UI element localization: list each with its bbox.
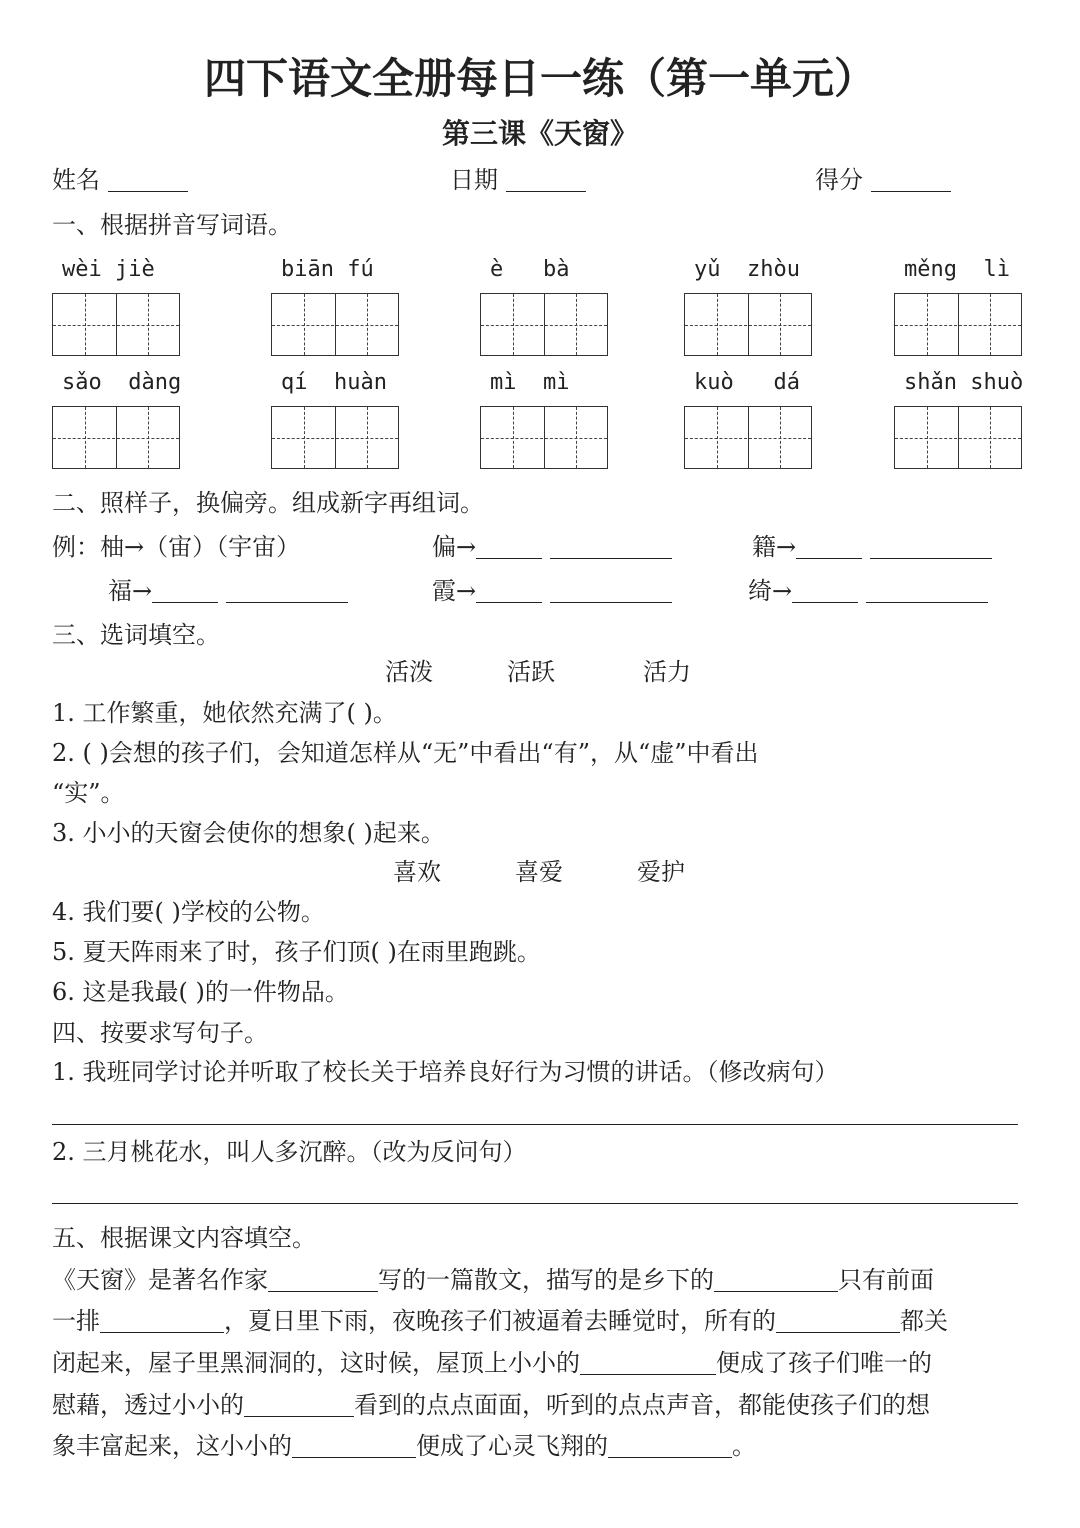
section1-heading: 一、根据拼音写词语。: [52, 211, 292, 239]
item-pian: [432, 535, 672, 559]
pinyin-label: měng lì: [904, 257, 1010, 282]
blank[interactable]: [714, 1269, 838, 1292]
word-option: 爱护: [637, 858, 685, 886]
text: 看到的点点面面，听到的点点声音，都能使孩子们的想: [354, 1391, 930, 1419]
writing-grid[interactable]: [271, 406, 399, 469]
blank[interactable]: [244, 1394, 354, 1417]
writing-grid[interactable]: [684, 293, 812, 356]
name-field: [52, 168, 188, 192]
date-blank[interactable]: [506, 169, 586, 192]
writing-grid[interactable]: [684, 406, 812, 469]
writing-grid[interactable]: [271, 293, 399, 356]
text: 象丰富起来，这小小的: [52, 1432, 292, 1460]
pinyin-label: shǎn shuò: [904, 370, 1024, 395]
item-qi: [748, 579, 988, 603]
question: 2. ( )会想的孩子们，会知道怎样从“无”中看出“有”，从“虚”中看出: [52, 739, 759, 767]
writing-grid[interactable]: [894, 293, 1022, 356]
text: 慰藉，透过小小的: [52, 1391, 244, 1419]
passage-line: [52, 1393, 930, 1417]
pinyin-label: kuò dá: [694, 370, 800, 395]
question: 3. 小小的天窗会使你的想象( )起来。: [52, 819, 445, 847]
example: 例：柚→（宙）（宇宙）: [52, 533, 301, 561]
writing-grid[interactable]: [894, 406, 1022, 469]
score-blank[interactable]: [871, 169, 951, 192]
word-option: 活泼: [385, 658, 433, 686]
blank[interactable]: [796, 536, 862, 559]
score-field: [815, 168, 951, 192]
passage-line: [52, 1268, 934, 1292]
blank[interactable]: [608, 1435, 732, 1458]
blank[interactable]: [292, 1435, 416, 1458]
section2-heading: 二、照样子，换偏旁。组成新字再组词。: [52, 489, 484, 517]
score-label: 得分: [815, 166, 863, 194]
text: 写的一篇散文，描写的是乡下的: [378, 1266, 714, 1294]
section3-heading: 三、选词填空。: [52, 621, 220, 649]
question-cont: “实”。: [52, 779, 125, 807]
question: 6. 这是我最( )的一件物品。: [52, 978, 349, 1006]
blank[interactable]: [226, 580, 348, 603]
blank[interactable]: [550, 580, 672, 603]
question: 1. 我班同学讨论并听取了校长关于培养良好行为习惯的讲话。（修改病句）: [52, 1058, 839, 1086]
answer-line[interactable]: [52, 1203, 1018, 1204]
lesson-title: 第三课《天窗》: [441, 117, 638, 150]
blank[interactable]: [776, 1310, 900, 1333]
pinyin-label: biān fú: [281, 257, 374, 282]
blank[interactable]: [870, 536, 992, 559]
word-option: 喜爱: [515, 858, 563, 886]
item-fu: [108, 579, 348, 603]
date-field: [450, 168, 586, 192]
word-option: 活力: [643, 658, 691, 686]
pinyin-label: è bà: [490, 257, 570, 282]
date-label: 日期: [450, 166, 498, 194]
item-label: 籍→: [752, 533, 797, 561]
text: 一排: [52, 1307, 100, 1335]
passage-line: [52, 1434, 756, 1458]
question: 1. 工作繁重，她依然充满了( )。: [52, 699, 397, 727]
name-blank[interactable]: [108, 169, 188, 192]
text: ，夏日里下雨，夜晚孩子们被逼着去睡觉时，所有的: [224, 1307, 776, 1335]
item-label: 绮→: [748, 577, 793, 605]
pinyin-label: sǎo dàng: [62, 370, 182, 395]
blank[interactable]: [476, 580, 542, 603]
text: 。: [732, 1432, 756, 1460]
question: 4. 我们要( )学校的公物。: [52, 898, 325, 926]
passage-line: [52, 1351, 932, 1375]
blank[interactable]: [792, 580, 858, 603]
text: 只有前面: [838, 1266, 934, 1294]
writing-grid[interactable]: [52, 293, 180, 356]
name-label: 姓名: [52, 166, 100, 194]
blank[interactable]: [100, 1310, 224, 1333]
blank[interactable]: [580, 1352, 716, 1375]
blank[interactable]: [476, 536, 542, 559]
text: 便成了心灵飞翔的: [416, 1432, 608, 1460]
passage-line: [52, 1309, 948, 1333]
text: 都关: [900, 1307, 948, 1335]
text: 《天窗》是著名作家: [52, 1266, 268, 1294]
word-option: 喜欢: [393, 858, 441, 886]
blank[interactable]: [866, 580, 988, 603]
item-label: 偏→: [432, 533, 477, 561]
blank[interactable]: [152, 580, 218, 603]
item-label: 霞→: [432, 577, 477, 605]
blank[interactable]: [268, 1269, 378, 1292]
pinyin-label: qí huàn: [281, 370, 387, 395]
section5-heading: 五、根据课文内容填空。: [52, 1224, 316, 1252]
pinyin-label: wèi jiè: [62, 257, 155, 282]
writing-grid[interactable]: [52, 406, 180, 469]
question: 5. 夏天阵雨来了时，孩子们顶( )在雨里跑跳。: [52, 938, 541, 966]
writing-grid[interactable]: [480, 406, 608, 469]
text: 闭起来，屋子里黑洞洞的，这时候，屋顶上小小的: [52, 1349, 580, 1377]
writing-grid[interactable]: [480, 293, 608, 356]
pinyin-label: yǔ zhòu: [694, 257, 800, 282]
item-ji: [752, 535, 992, 559]
item-label: 福→: [108, 577, 153, 605]
answer-line[interactable]: [52, 1124, 1018, 1125]
section4-heading: 四、按要求写句子。: [52, 1019, 268, 1047]
question: 2. 三月桃花水，叫人多沉醉。（改为反问句）: [52, 1138, 527, 1166]
blank[interactable]: [550, 536, 672, 559]
page-title: 四下语文全册每日一练（第一单元）: [203, 54, 876, 103]
pinyin-label: mì mì: [490, 370, 570, 395]
item-xia: [432, 579, 672, 603]
text: 便成了孩子们唯一的: [716, 1349, 932, 1377]
word-option: 活跃: [507, 658, 555, 686]
